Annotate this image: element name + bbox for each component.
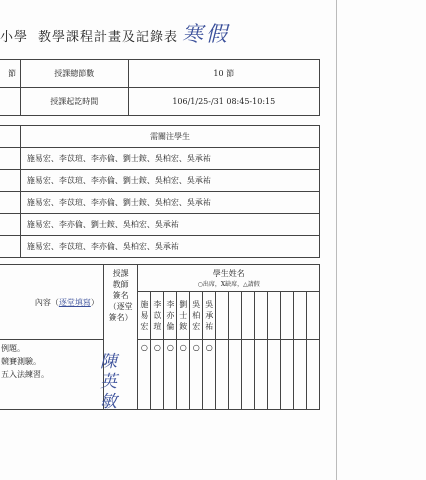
- info-fragment: 節: [0, 60, 20, 88]
- student-name-col: 吳 柏 宏: [190, 292, 203, 340]
- page-edge-divider: [336, 0, 337, 480]
- students-empty-cell: [0, 126, 20, 148]
- handwritten-term: 寒假: [182, 22, 230, 46]
- total-periods-label: 授課總節數: [20, 60, 128, 88]
- attendance-legend: ○出席，X缺席，△請假: [197, 280, 260, 288]
- course-info-table: [0, 59, 320, 116]
- student-name-col: 施 易 宏: [138, 292, 151, 340]
- attendance-mark: ○: [164, 340, 177, 410]
- content-header-sub: 逐堂填寫: [58, 297, 91, 307]
- student-name-col: 劉 士 銨: [177, 292, 190, 340]
- attendance-mark: ○: [190, 340, 203, 410]
- attendance-table: [0, 264, 320, 410]
- student-name-col: 李 亦 倫: [164, 292, 177, 340]
- attendance-mark: ○: [203, 340, 216, 410]
- attendance-mark: ○: [138, 340, 151, 410]
- teacher-signature: 陳英敏: [100, 352, 117, 412]
- student-row: 施易宏、李苡瑄、李亦倫、吳柏宏、吳承祐: [20, 236, 319, 258]
- school-name-fragment: 小學: [0, 30, 29, 45]
- form-title-text: 教學課程計畫及記錄表: [38, 30, 179, 45]
- student-row: 施易宏、李苡瑄、李亦倫、劉士銨、吳柏宏、吳承祐: [20, 192, 319, 214]
- student-name-col: 李 苡 瑄: [151, 292, 164, 340]
- students-of-concern-table: [0, 125, 320, 258]
- total-periods-value: 10 節: [128, 60, 319, 88]
- student-row: 施易宏、李苡瑄、李亦倫、劉士銨、吳柏宏、吳承祐: [20, 170, 319, 192]
- attendance-mark: ○: [151, 340, 164, 410]
- info-empty-cell: [0, 88, 20, 116]
- lesson-content: 例題。 競賽測驗。 五入法練習。: [0, 340, 103, 410]
- time-range-value: 106/1/25-/31 08:45-10:15: [128, 88, 319, 116]
- content-header: 內容（逐堂填寫）: [0, 265, 103, 340]
- student-names-header: 學生姓名 ○出席，X缺席，△請假: [138, 265, 320, 291]
- students-header: 需關注學生: [20, 126, 319, 148]
- student-row: 施易宏、李亦倫、劉士銨、吳柏宏、吳承祐: [20, 214, 319, 236]
- teacher-signature-header: 授課 教師 簽名 （逐堂 簽名）: [103, 265, 138, 410]
- student-row: 施易宏、李苡瑄、李亦倫、劉士銨、吳柏宏、吳承祐: [20, 148, 319, 170]
- time-range-label: 授課起訖時間: [20, 88, 128, 116]
- attendance-mark: ○: [177, 340, 190, 410]
- student-name-col: 吳 承 祐: [203, 292, 216, 340]
